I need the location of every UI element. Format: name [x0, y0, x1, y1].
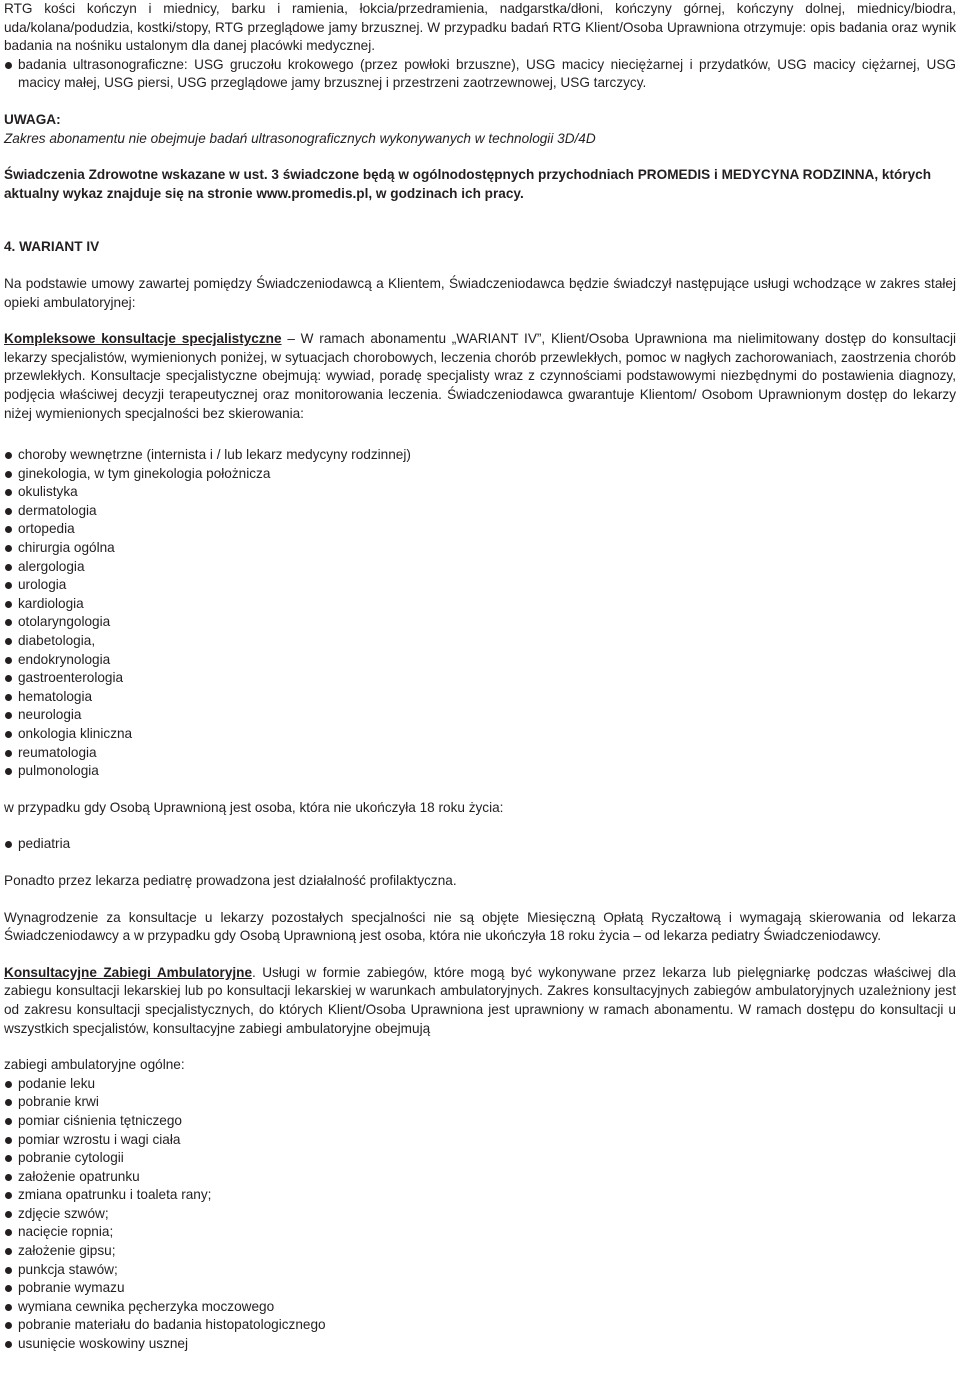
uwaga-text: Zakres abonamentu nie obejmuje badań ultrasonograficznych wykonywanych w technologii 3D/4D — [4, 130, 596, 146]
usg-bullet-item: badania ultrasonograficzne: USG gruczołu krokowego (przez powłoki brzuszne), USG macicy nieciężarnej i przydatków, USG macicy ciężarnej, USG macicy małej, USG piersi, USG przeglądowe jamy brzusznej i przestrzeni zaotrzewnowej, USG tarczycy. — [4, 56, 956, 93]
list-item: neurologia — [4, 706, 956, 725]
list-item: ginekologia, w tym ginekologia położnicza — [4, 465, 956, 484]
profilaktyka-paragraph: Ponadto przez lekarza pediatrę prowadzona jest działalność profilaktyczna. — [4, 872, 457, 888]
list-item: kardiologia — [4, 595, 956, 614]
list-item: nacięcie ropnia; — [4, 1223, 956, 1242]
list-item: gastroenterologia — [4, 669, 956, 688]
list-item: pulmonologia — [4, 762, 956, 781]
list-item: podanie leku — [4, 1075, 956, 1094]
list-item: pediatria — [4, 835, 956, 854]
swiadczenia-note: Świadczenia Zdrowotne wskazane w ust. 3 świadczone będą w ogólnodostępnych przychodniach PROMEDIS i MEDYCYNA RODZINNA, których aktualny wykaz znajduje się na stronie www.promedis.pl, w godzinach ich pracy. — [4, 167, 932, 201]
pediatria-intro: w przypadku gdy Osobą Uprawnioną jest osoba, która nie ukończyła 18 roku życia: — [4, 799, 504, 815]
list-item: alergologia — [4, 558, 956, 577]
specjalnosci-list — [4, 446, 956, 781]
list-item: założenie gipsu; — [4, 1242, 956, 1261]
list-item: punkcja stawów; — [4, 1261, 956, 1280]
zabiegi-text: . Usługi w formie zabiegów, które mogą być wykonywane przez lekarza lub pielęgniarkę podczas właściwej dla zabiegu konsultacji lekarskiej lub po konsultacji lekarskiej w warunkach ambulatoryjnych. Zakres konsultacyjnych zabiegów ambulatoryjnych uzależniony jest od zakresu konsultacji specjalistycznych, do których Klient/Osoba Uprawniona jest uprawniony w ramach abonamentu. W ramach dostępu do konsultacji u wszystkich specjalistów, konsultacyjne zabiegi ambulatoryjne obejmują — [4, 964, 956, 1036]
uwaga-heading: UWAGA: — [4, 111, 61, 127]
list-item: zdjęcie szwów; — [4, 1205, 956, 1224]
list-item: urologia — [4, 576, 956, 595]
list-item: wymiana cewnika pęcherzyka moczowego — [4, 1298, 956, 1317]
list-item: ortopedia — [4, 520, 956, 539]
konsultacje-text: – W ramach abonamentu „WARIANT IV”, Klient/Osoba Uprawniona ma nielimitowany dostęp do konsultacji lekarzy specjalistów, wymienionych poniżej, w sytuacjach chorobowych, leczenia chorób przewlekłych, pomoc w nagłych zachorowaniach, zaostrzenia chorób przewlekłych. Konsultacje specjalistyczne obejmują: wywiad, poradę specjalisty wraz z czynnościami podstawowymi niezbędnymi do postawienia diagnozy, podjęcia właściwej decyzji terapeutycznej oraz monitorowania leczenia. Świadczeniodawca gwarantuje Klientom/ Osobom Uprawnionym dostęp do lekarzy niżej wymienionych specjalności bez skierowania: — [4, 331, 956, 421]
list-item: pobranie krwi — [4, 1093, 956, 1112]
konsultacje-lead: Kompleksowe konsultacje specjalistyczne — [4, 331, 282, 347]
list-item: hematologia — [4, 688, 956, 707]
zabiegi-paragraph — [4, 964, 956, 1038]
list-item: usunięcie woskowiny usznej — [4, 1335, 956, 1354]
zabiegi-ogolne-list — [4, 1075, 956, 1354]
list-item: diabetologia, — [4, 632, 956, 651]
list-item: chirurgia ogólna — [4, 539, 956, 558]
list-item: dermatologia — [4, 502, 956, 521]
list-item: pobranie cytologii — [4, 1149, 956, 1168]
intro-paragraph: Na podstawie umowy zawartej pomiędzy Świadczeniodawcą a Klientem, Świadczeniodawca będzie świadczył następujące usługi wchodzące w zakres stałej opieki ambulatoryjnej: — [4, 275, 956, 310]
zabiegi-ogolne-label: zabiegi ambulatoryjne ogólne: — [4, 1057, 185, 1073]
list-item: pobranie wymazu — [4, 1279, 956, 1298]
pediatria-list — [4, 835, 956, 854]
list-item: pomiar wzrostu i wagi ciała — [4, 1131, 956, 1150]
list-item: zmiana opatrunku i toaleta rany; — [4, 1186, 956, 1205]
konsultacje-paragraph — [4, 330, 956, 423]
list-item: reumatologia — [4, 744, 956, 763]
list-item: onkologia kliniczna — [4, 725, 956, 744]
list-item: choroby wewnętrzne (internista i / lub lekarz medycyny rodzinnej) — [4, 446, 956, 465]
zabiegi-lead: Konsultacyjne Zabiegi Ambulatoryjne — [4, 964, 253, 980]
list-item: pobranie materiału do badania histopatologicznego — [4, 1316, 956, 1335]
list-item: otolaryngologia — [4, 613, 956, 632]
rtg-paragraph: RTG kości kończyn i miednicy, barku i ramienia, łokcia/przedramienia, nadgarstka/dłoni, kończyny górnej, kończyny dolnej, miednicy/biodra, uda/kolana/podudzia, kostki/stopy, RTG przeglądowe jamy brzusznej. W przypadku badań RTG Klient/Osoba Uprawniona otrzymuje: opis badania oraz wynik badania na nośniku ustalonym dla danej placówki medycznej. — [4, 1, 956, 54]
list-item: okulistyka — [4, 483, 956, 502]
list-item: pomiar ciśnienia tętniczego — [4, 1112, 956, 1131]
list-item: założenie opatrunku — [4, 1168, 956, 1187]
wynagrodzenie-paragraph: Wynagrodzenie za konsultacje u lekarzy pozostałych specjalności nie są objęte Miesięczną Opłatą Ryczałtową i wymagają skierowania od lekarza Świadczeniodawcy a w przypadku gdy Osobą Uprawnioną jest osoba, która nie ukończyła 18 roku życia – od lekarza pediatry Świadczeniodawcy. — [4, 909, 956, 944]
list-item: endokrynologia — [4, 651, 956, 670]
section-title: 4. WARIANT IV — [4, 239, 100, 255]
